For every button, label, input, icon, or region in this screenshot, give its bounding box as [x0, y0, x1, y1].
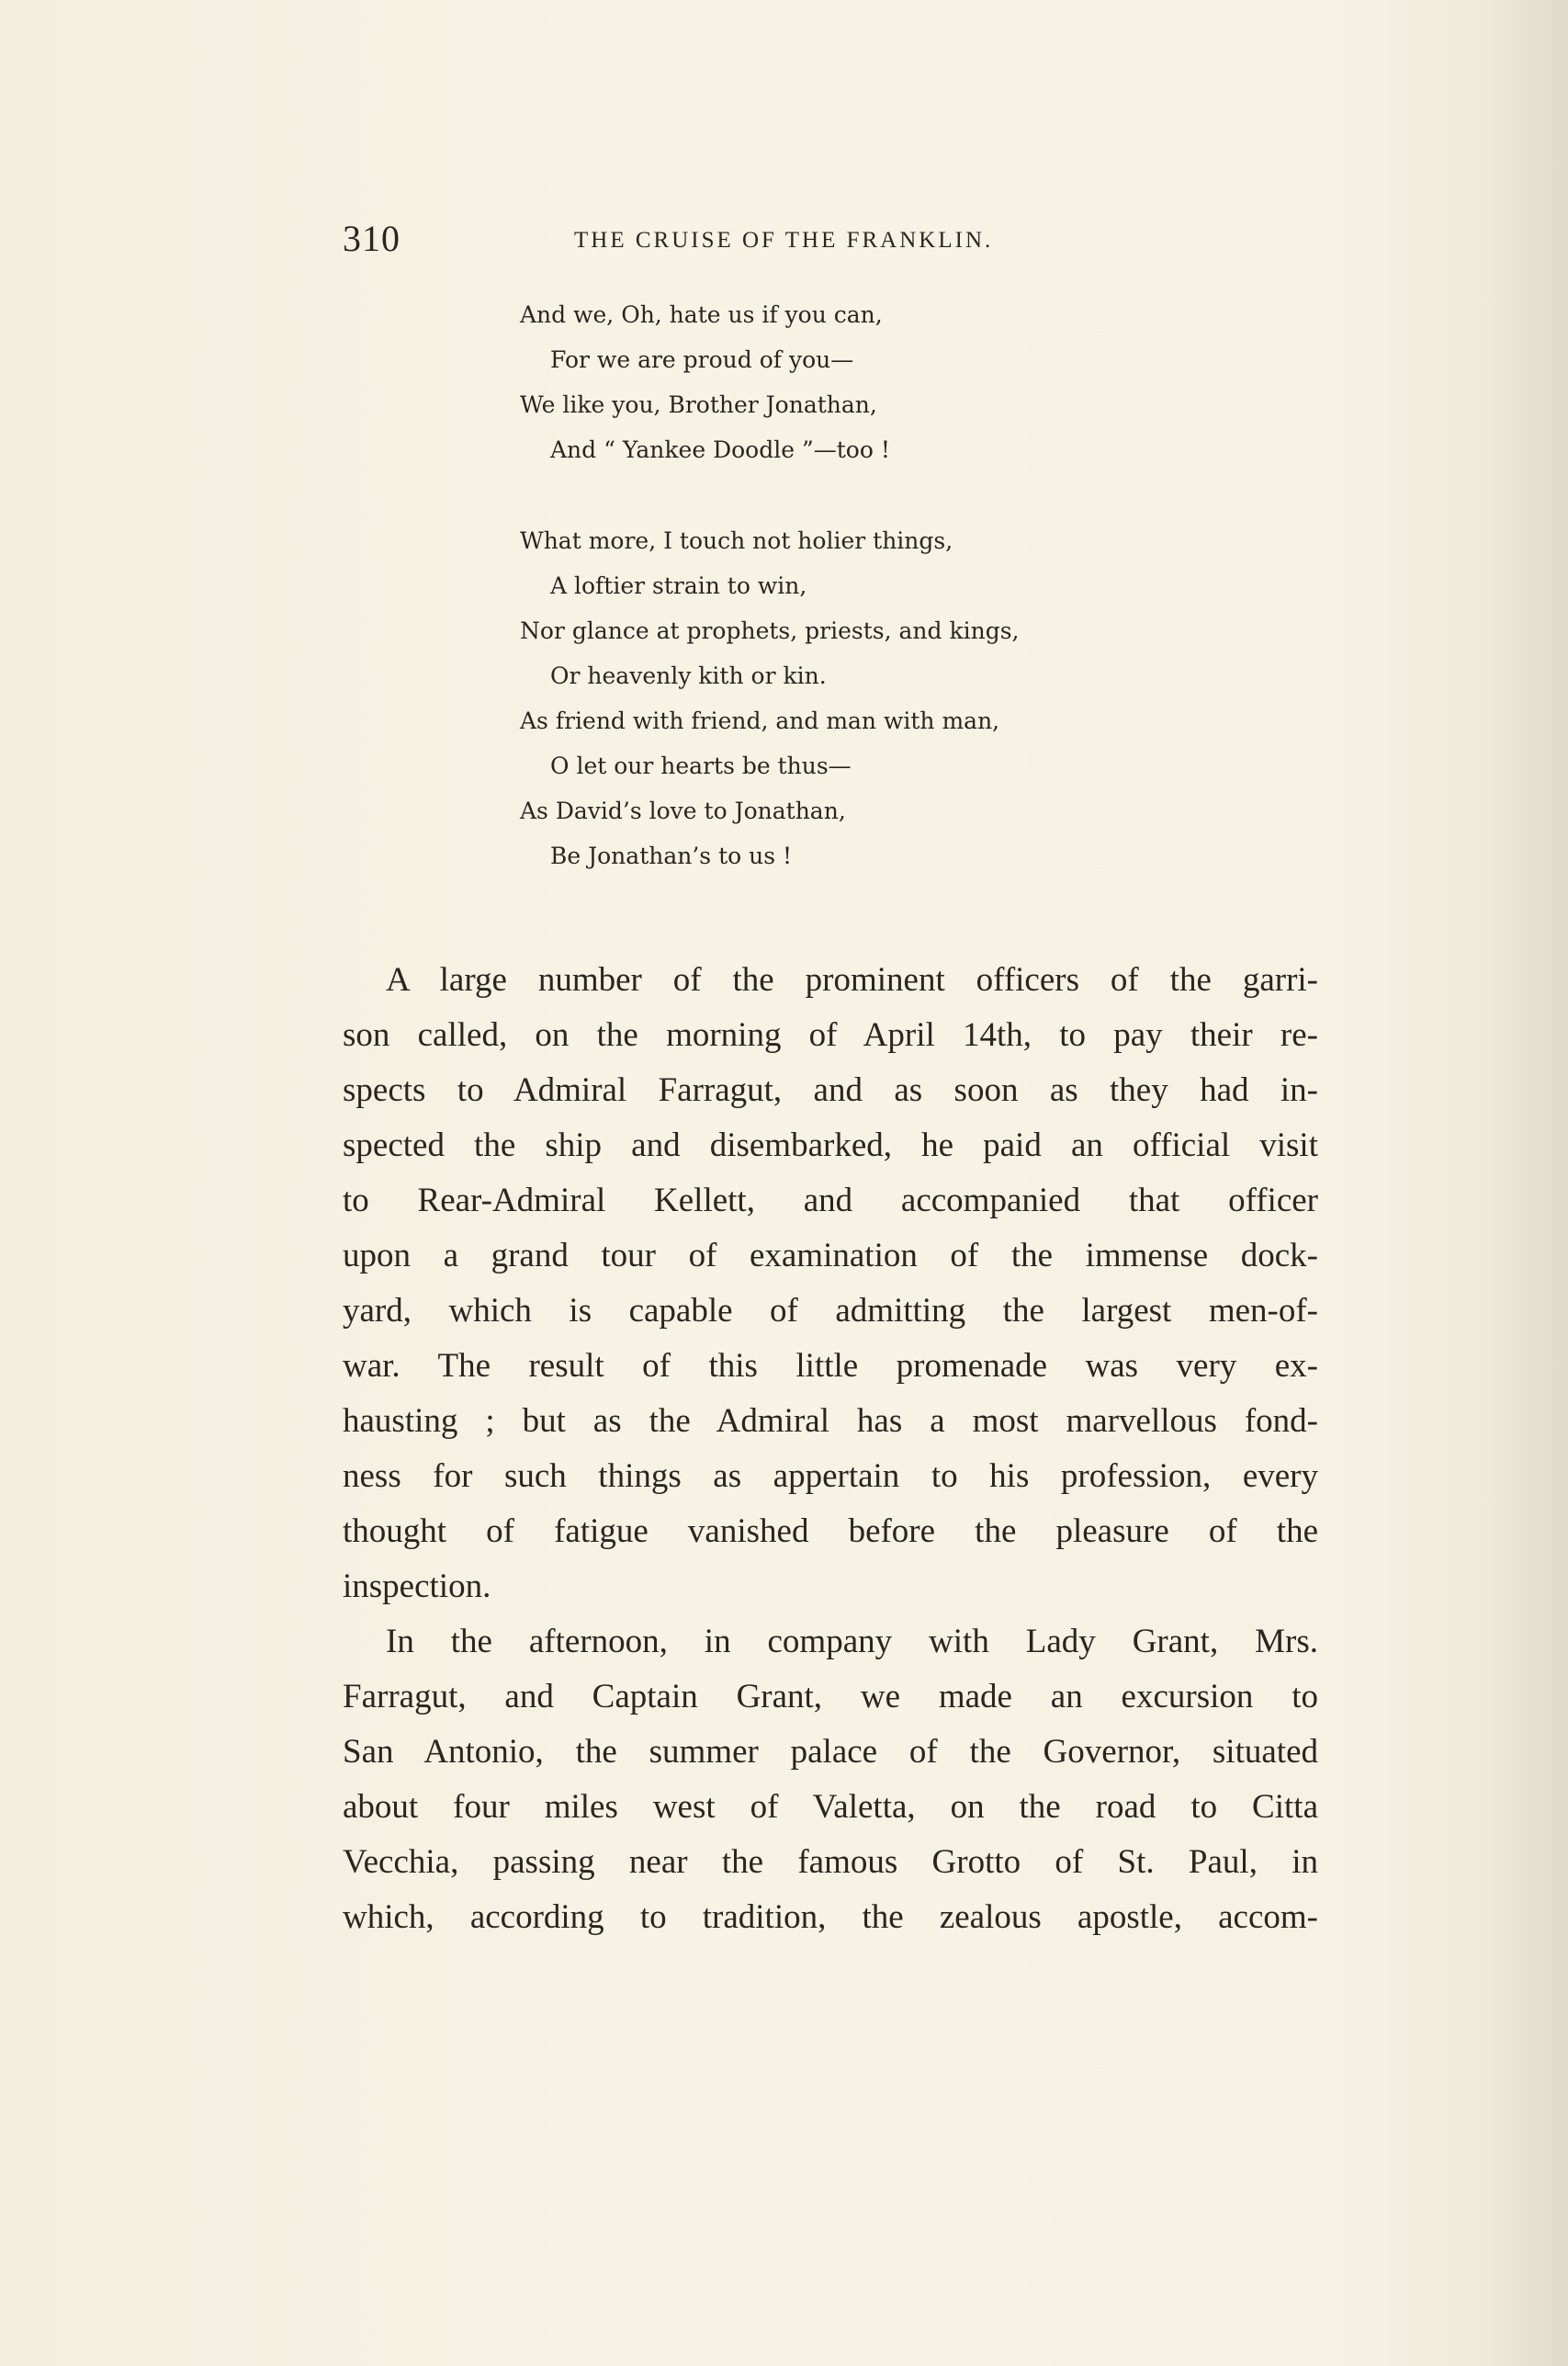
text-line: spected the ship and disembarked, he paid an official visit [343, 1126, 1318, 1164]
verse-line: What more, I touch not holier things, [520, 527, 953, 554]
verse-line: Or heavenly kith or kin. [550, 662, 827, 689]
text-line: war. The result of this little promenade was very ex- [343, 1347, 1318, 1385]
text-line: which, according to tradition, the zealous apostle, accom- [343, 1898, 1318, 1936]
text-line: Farragut, and Captain Grant, we made an excursion to [343, 1678, 1318, 1715]
text-line: spects to Admiral Farragut, and as soon as they had in- [343, 1071, 1318, 1109]
verse-line: Be Jonathan’s to us ! [550, 843, 793, 869]
running-head: THE CRUISE OF THE FRANKLIN. [574, 228, 994, 253]
page-number: 310 [343, 218, 400, 259]
verse-line: We like you, Brother Jonathan, [520, 391, 877, 418]
text-line: ness for such things as appertain to his profession, every [343, 1457, 1318, 1495]
page-header [343, 217, 1316, 272]
page-edge-shadow [1485, 0, 1568, 2366]
text-line: about four miles west of Valetta, on the road to Citta [343, 1788, 1318, 1826]
verse-line: And “ Yankee Doodle ”—too ! [550, 436, 890, 463]
text-line: In the afternoon, in company with Lady Grant, Mrs. [386, 1623, 1318, 1660]
text-line: inspection. [343, 1568, 491, 1605]
verse-line: And we, Oh, hate us if you can, [520, 301, 883, 328]
verse-line: As David’s love to Jonathan, [520, 798, 846, 824]
text-line: yard, which is capable of admitting the largest men-of- [343, 1292, 1318, 1330]
poem [520, 292, 1163, 878]
body-text [343, 953, 1318, 1945]
text-line: Vecchia, passing near the famous Grotto of St. Paul, in [343, 1843, 1318, 1881]
poem-stanza [520, 518, 1163, 878]
paragraph [343, 1614, 1318, 1945]
text-line: upon a grand tour of examination of the immense dock- [343, 1237, 1318, 1274]
verse-line: As friend with friend, and man with man, [520, 708, 1000, 734]
paragraph [343, 953, 1318, 1614]
poem-stanza [520, 292, 1163, 472]
text-line: hausting ; but as the Admiral has a most marvellous fond- [343, 1402, 1318, 1440]
verse-line: O let our hearts be thus— [550, 753, 852, 779]
text-line: San Antonio, the summer palace of the Governor, situated [343, 1733, 1318, 1771]
verse-line: Nor glance at prophets, priests, and kings, [520, 617, 1020, 644]
text-line: to Rear-Admiral Kellett, and accompanied that officer [343, 1182, 1318, 1219]
text-line: A large number of the prominent officers of the garri- [386, 961, 1318, 999]
verse-line: A loftier strain to win, [550, 572, 807, 599]
text-line: thought of fatigue vanished before the pleasure of the [343, 1512, 1318, 1550]
verse-line: For we are proud of you— [550, 346, 854, 373]
text-line: son called, on the morning of April 14th, to pay their re- [343, 1016, 1318, 1054]
